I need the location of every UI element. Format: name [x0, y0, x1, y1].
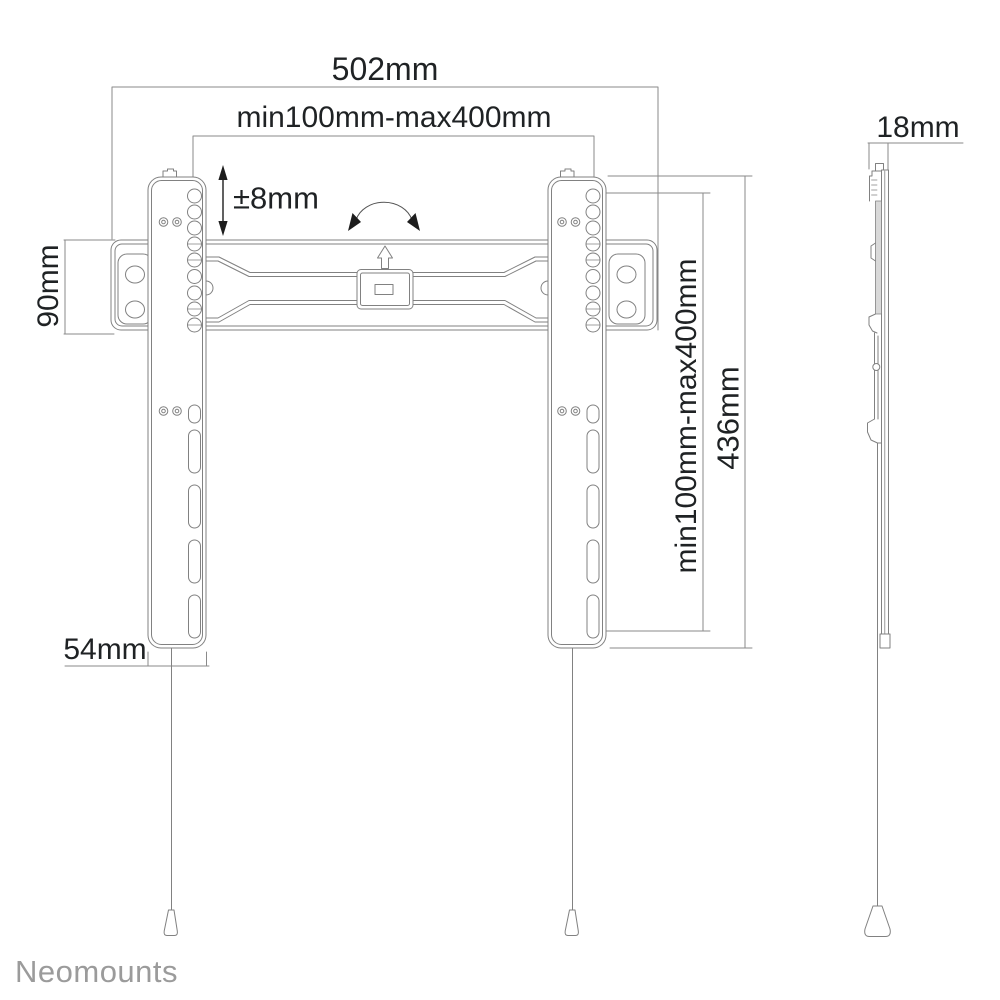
left-rail [148, 169, 206, 936]
dim-total-width-label: 502mm [331, 51, 439, 87]
double-vertical-arrow-icon [218, 165, 227, 236]
dim-depth-label: 18mm [876, 111, 960, 144]
dim-bracket-height-label: 436mm [710, 366, 746, 470]
right-pull-tip [565, 910, 578, 936]
side-profile [868, 171, 882, 443]
dim-height-adjustment-label: ±8mm [233, 180, 319, 216]
left-rail-vesa-holes [188, 189, 202, 332]
center-lock-block [357, 270, 413, 310]
side-view [865, 164, 891, 937]
right-rail-vesa-holes [586, 189, 600, 332]
dim-vesa-horizontal-label: min100mm-max400mm [236, 101, 552, 134]
arc-arrow-icon [348, 202, 420, 231]
dim-vesa-vertical-label: min100mm-max400mm [670, 258, 703, 574]
right-rail [548, 169, 606, 936]
side-pull-tip [865, 906, 891, 937]
dim-bracket-width-label: 54mm [63, 633, 147, 666]
left-pull-tip [164, 910, 177, 936]
side-rail-bottom-cap [880, 634, 890, 648]
dim-plate-height-label: 90mm [32, 244, 65, 328]
neomounts-logo: Neomounts [15, 954, 179, 989]
